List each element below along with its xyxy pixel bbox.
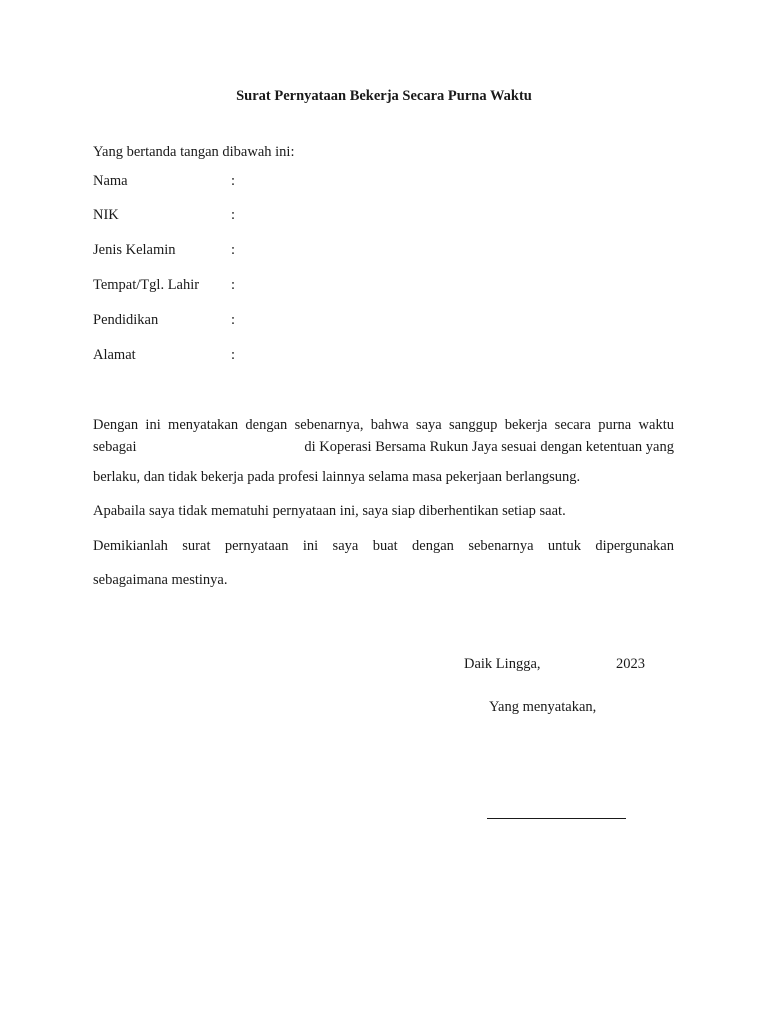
- field-pendidikan: [93, 312, 393, 332]
- field-colon: :: [231, 173, 236, 189]
- closing-line-2: sebagaimana mestinya.: [93, 572, 228, 588]
- field-label: Nama: [93, 173, 128, 189]
- field-colon: :: [231, 242, 236, 258]
- field-label: NIK: [93, 207, 119, 223]
- field-jenis-kelamin: [93, 242, 393, 262]
- signature-place: Daik Lingga,: [464, 656, 541, 672]
- field-colon: :: [231, 347, 236, 363]
- field-nik: [93, 207, 393, 227]
- intro-text: Yang bertanda tangan dibawah ini:: [93, 144, 295, 160]
- document-title: Surat Pernyataan Bekerja Secara Purna Waktu: [236, 88, 532, 104]
- signature-line: [487, 818, 626, 819]
- field-label: Alamat: [93, 347, 136, 363]
- statement-sebagai: sebagai: [93, 439, 137, 455]
- statement-line-2: [93, 439, 674, 463]
- statement-line-1: Dengan ini menyatakan dengan sebenarnya, bahwa saya sanggup bekerja secara purna waktu: [93, 417, 674, 433]
- field-colon: :: [231, 207, 236, 223]
- field-label: Jenis Kelamin: [93, 242, 176, 258]
- field-alamat: [93, 347, 393, 367]
- field-label: Tempat/Tgl. Lahir: [93, 277, 200, 293]
- statement-koperasi: di Koperasi Bersama Rukun Jaya sesuai dengan ketentuan yang: [304, 439, 674, 455]
- field-tempat-tgl-lahir: [93, 277, 393, 297]
- field-colon: :: [231, 312, 236, 328]
- field-label: Pendidikan: [93, 312, 159, 328]
- field-nama: [93, 173, 393, 193]
- closing-line-1: Demikianlah surat pernyataan ini saya buat dengan sebenarnya untuk dipergunakan: [93, 538, 674, 554]
- signature-declarer: Yang menyatakan,: [489, 699, 597, 715]
- field-colon: :: [231, 277, 236, 293]
- consequence-text: Apabaila saya tidak mematuhi pernyataan ini, saya siap diberhentikan setiap saat.: [93, 503, 566, 519]
- statement-line-3: berlaku, dan tidak bekerja pada profesi lainnya selama masa pekerjaan berlangsung.: [93, 469, 581, 485]
- signature-year: 2023: [616, 656, 645, 672]
